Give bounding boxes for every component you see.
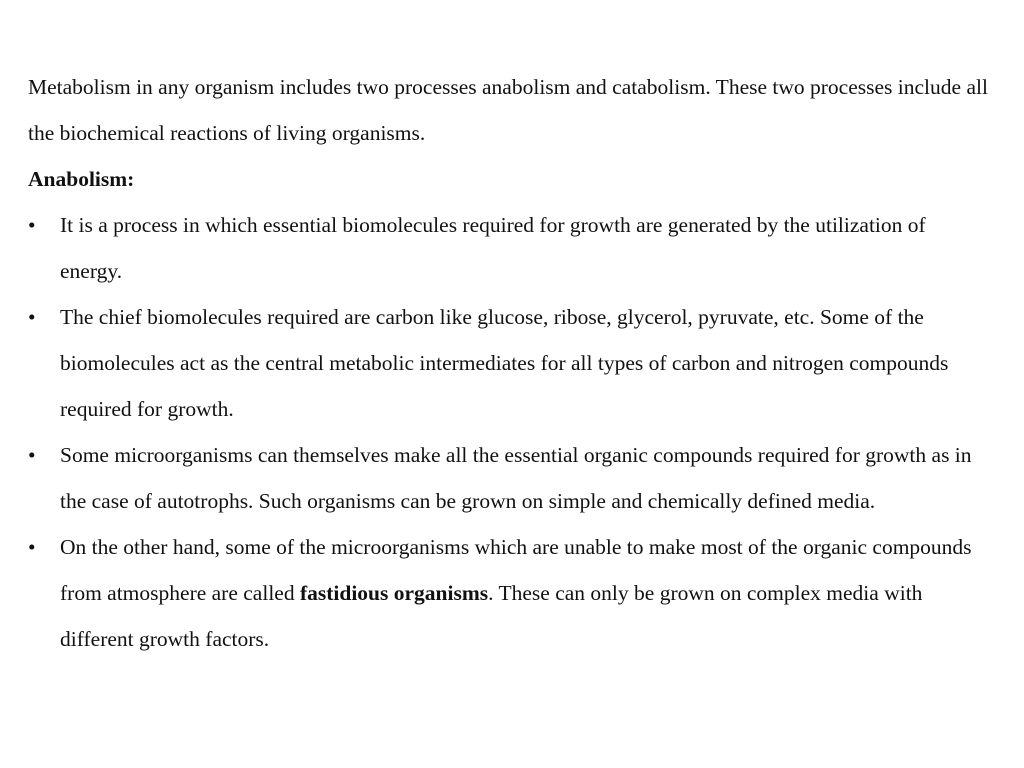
- bullet-icon: •: [28, 305, 36, 329]
- bullet-icon: •: [28, 213, 36, 237]
- bullet-text: The chief biomolecules required are carbon like glucose, ribose, glycerol, pyruvate, etc. Some of the biomolecules act as the central metabolic intermediates for all types of carbon and nitrogen compounds required for growth.: [60, 305, 949, 421]
- bold-term: fastidious organisms: [299, 581, 489, 605]
- list-item: [28, 202, 988, 294]
- slide-content: [28, 64, 988, 662]
- list-item: [28, 524, 988, 662]
- bullet-text-before: On the other hand, some of the microorganisms which are unable to make most of the organic compounds from atmosphere are called: [60, 535, 972, 605]
- bullet-list: [28, 202, 988, 662]
- bullet-text-after: . These can only be grown on complex media with different growth factors.: [60, 581, 923, 651]
- bullet-icon: •: [28, 443, 36, 467]
- bullet-text: Some microorganisms can themselves make all the essential organic compounds required for growth as in the case of autotrophs. Such organisms can be grown on simple and chemically defined media.: [60, 443, 972, 513]
- bullet-text: It is a process in which essential biomolecules required for growth are generated by the utilization of energy.: [60, 213, 926, 283]
- intro-paragraph: Metabolism in any organism includes two processes anabolism and catabolism. These two processes include all the biochemical reactions of living organisms.: [28, 75, 988, 145]
- list-item: [28, 432, 988, 524]
- list-item: [28, 294, 988, 432]
- section-heading: Anabolism:: [28, 167, 135, 191]
- bullet-icon: •: [28, 535, 36, 559]
